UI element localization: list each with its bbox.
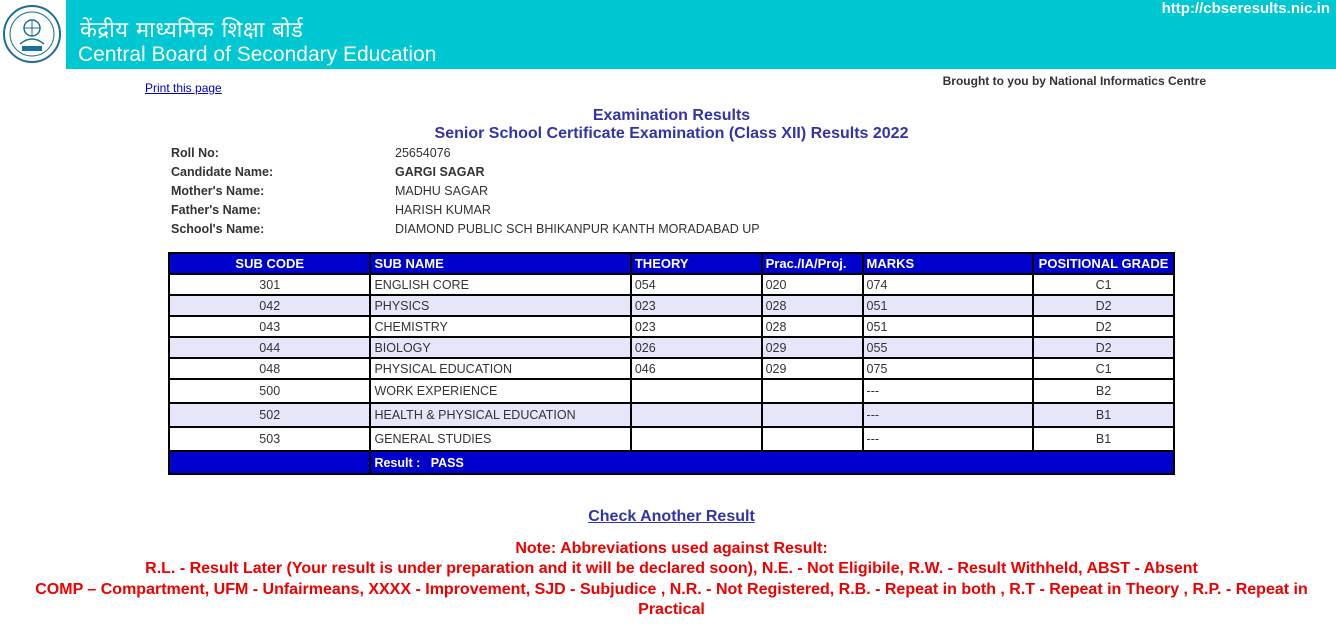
- sub-code-cell: 043: [169, 316, 370, 337]
- table-row: [169, 427, 1174, 451]
- col-header-sub-code: SUB CODE: [169, 253, 370, 274]
- grade-cell: B1: [1033, 427, 1174, 451]
- sub-name-cell: BIOLOGY: [370, 337, 630, 358]
- practical-cell: 020: [762, 274, 863, 295]
- marks-cell: 051: [863, 295, 1034, 316]
- marks-cell: ---: [863, 403, 1034, 427]
- exam-title: Examination Results: [592, 107, 751, 124]
- theory-cell: 054: [631, 274, 762, 295]
- exam-subtitle: Senior School Certificate Examination (Class XII) Results 2022: [434, 125, 909, 142]
- table-header-row: [169, 253, 1174, 274]
- sub-name-cell: CHEMISTRY: [370, 316, 630, 337]
- col-header-sub-name: SUB NAME: [370, 253, 630, 274]
- board-english-title: Central Board of Secondary Education: [78, 43, 437, 66]
- grade-cell: C1: [1033, 358, 1174, 379]
- grade-cell: D2: [1033, 316, 1174, 337]
- sub-code-cell: 503: [169, 427, 370, 451]
- practical-cell: 029: [762, 358, 863, 379]
- sub-name-cell: HEALTH & PHYSICAL EDUCATION: [370, 403, 630, 427]
- grade-cell: D2: [1033, 295, 1174, 316]
- sub-code-cell: 044: [169, 337, 370, 358]
- result-spacer-cell: [169, 451, 370, 474]
- grade-cell: D2: [1033, 337, 1174, 358]
- table-row: [169, 337, 1174, 358]
- result-label: Result :: [374, 455, 421, 470]
- col-header-grade: POSITIONAL GRADE: [1033, 253, 1174, 274]
- brought-by-text: Brought to you by National Informatics Centre: [942, 74, 1206, 88]
- cbse-emblem-icon: [2, 4, 62, 64]
- practical-cell: 029: [762, 337, 863, 358]
- candidate-name-value: GARGI SAGAR: [395, 165, 485, 179]
- mother-name-label: Mother's Name:: [171, 184, 265, 198]
- sub-name-cell: PHYSICS: [370, 295, 630, 316]
- school-name-value: DIAMOND PUBLIC SCH BHIKANPUR KANTH MORADABAD UP: [395, 222, 760, 236]
- practical-cell: 028: [762, 295, 863, 316]
- site-url: http://cbseresults.nic.in: [1161, 0, 1330, 17]
- school-name-label: School's Name:: [171, 222, 265, 236]
- result-value: PASS: [430, 455, 464, 470]
- col-header-theory: THEORY: [631, 253, 762, 274]
- sub-name-cell: WORK EXPERIENCE: [370, 379, 630, 403]
- practical-cell: 028: [762, 316, 863, 337]
- roll-label: Roll No:: [171, 146, 219, 160]
- header-bar: [0, 0, 1336, 69]
- check-another-result-link[interactable]: Check Another Result: [588, 508, 755, 525]
- col-header-marks: MARKS: [863, 253, 1034, 274]
- grade-cell: C1: [1033, 274, 1174, 295]
- marks-cell: 075: [863, 358, 1034, 379]
- sub-code-cell: 301: [169, 274, 370, 295]
- theory-cell: [631, 427, 762, 451]
- board-hindi-title: केंद्रीय माध्यमिक शिक्षा बोर्ड: [80, 18, 304, 43]
- table-row: [169, 274, 1174, 295]
- grade-cell: B2: [1033, 379, 1174, 403]
- col-header-practical: Prac./IA/Proj.: [762, 253, 863, 274]
- table-row: [169, 379, 1174, 403]
- sub-name-cell: GENERAL STUDIES: [370, 427, 630, 451]
- theory-cell: [631, 379, 762, 403]
- sub-name-cell: PHYSICAL EDUCATION: [370, 358, 630, 379]
- marks-cell: 055: [863, 337, 1034, 358]
- table-row: [169, 316, 1174, 337]
- theory-cell: 023: [631, 316, 762, 337]
- candidate-name-label: Candidate Name:: [171, 165, 274, 179]
- theory-cell: [631, 403, 762, 427]
- print-page-link[interactable]: Print this page: [145, 81, 222, 95]
- father-name-value: HARISH KUMAR: [395, 203, 491, 217]
- result-cell: [370, 451, 1174, 474]
- theory-cell: 023: [631, 295, 762, 316]
- theory-cell: 046: [631, 358, 762, 379]
- marks-cell: ---: [863, 427, 1034, 451]
- sub-code-cell: 042: [169, 295, 370, 316]
- practical-cell: [762, 427, 863, 451]
- abbreviations-note-title: Note: Abbreviations used against Result:: [515, 540, 828, 557]
- marks-cell: ---: [863, 379, 1034, 403]
- marks-cell: 051: [863, 316, 1034, 337]
- sub-code-cell: 500: [169, 379, 370, 403]
- abbreviations-line-2: COMP – Compartment, UFM - Unfairmeans, XXXX - Improvement, SJD - Subjudice , N.R. - Not Registered, R.B. - Repeat in both , R.T - Repeat in Theory , R.P. - Repeat in Practical: [35, 581, 1308, 618]
- practical-cell: [762, 403, 863, 427]
- father-name-label: Father's Name:: [171, 203, 261, 217]
- table-row: [169, 358, 1174, 379]
- abbreviations-line-1: R.L. - Result Later (Your result is under preparation and it will be declared soon), N.E. - Not Eligibile, R.W. - Result Withheld, ABST - Absent: [145, 560, 1198, 577]
- practical-cell: [762, 379, 863, 403]
- result-row: [169, 451, 1174, 474]
- roll-value: 25654076: [395, 146, 451, 160]
- marks-table: [168, 252, 1175, 475]
- mother-name-value: MADHU SAGAR: [395, 184, 489, 198]
- theory-cell: 026: [631, 337, 762, 358]
- sub-code-cell: 502: [169, 403, 370, 427]
- grade-cell: B1: [1033, 403, 1174, 427]
- marks-cell: 074: [863, 274, 1034, 295]
- sub-name-cell: ENGLISH CORE: [370, 274, 630, 295]
- sub-code-cell: 048: [169, 358, 370, 379]
- table-row: [169, 403, 1174, 427]
- table-row: [169, 295, 1174, 316]
